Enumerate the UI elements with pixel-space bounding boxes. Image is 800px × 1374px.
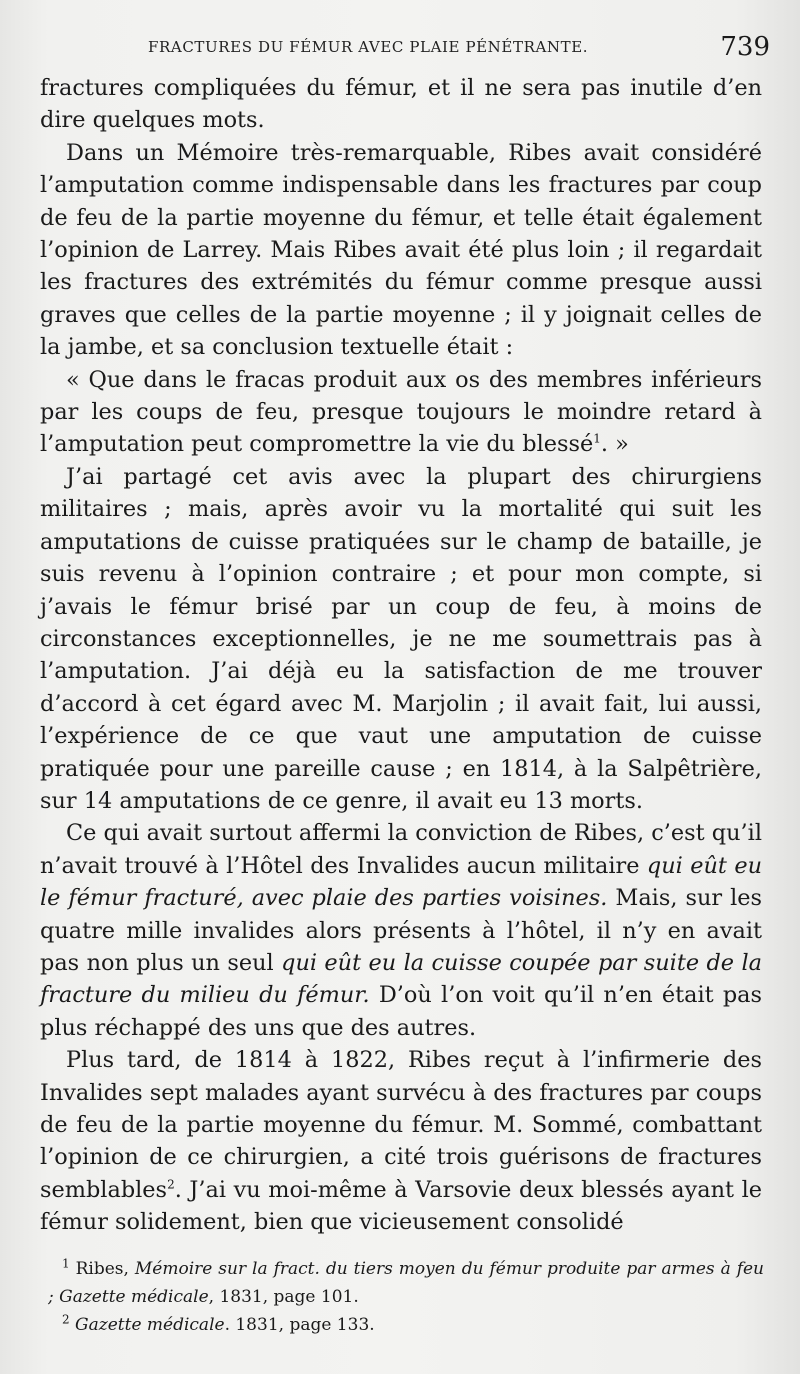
paragraph-5-part-e: D’où l’on voit qu’il n’en était pas plus réchappé des uns que des autres. [40,982,763,1041]
footnote-reference-1: 1 [593,432,601,446]
paragraph-5-italic-1: qui eût eu le fémur fracturé, avec plaie des parties voisines. [40,852,762,912]
paragraph-1: fractures compliquées du fémur, et il ne sera pas inutile d’en dire quelques mots. [40,75,762,134]
quotation-text: « Que dans le fracas produit aux os des membres inférieurs par les coups de feu, presque toujours le moindre retard à l’amputation peut compromettre la vie du blessé [40,366,762,458]
quotation-paragraph [40,364,762,461]
paragraph-5-part-a: Ce qui avait surtout affermi la conviction de Ribes, c’est qu’il n’avait trouvé à l’Hôtel des Invalides aucun militaire [40,820,762,879]
footnote-1-title: Mémoire sur la fract. du tiers moyen du fémur produite par armes à feu ; Gazette médicale [48,1259,765,1307]
footnote-reference-2: 2 [167,1177,175,1192]
footnote-1 [48,1255,764,1311]
footnote-2-title: Gazette médicale [75,1315,225,1335]
running-title: FRACTURES DU FÉMUR AVEC PLAIE PÉNÉTRANTE. [148,38,589,56]
body-text [40,72,762,1239]
quotation-end: . » [600,431,629,458]
paragraph-6-part-b: . J’ai vu moi-même à Varsovie deux blessés ayant le fémur solidement, bien que vicieusement consolidé [40,1176,762,1236]
footnotes [48,1255,764,1339]
paragraph-4: J’ai partagé cet avis avec la plupart des chirurgiens militaires ; mais, après avoir vu la mortalité qui suit les amputations de cuisse pratiquées sur le champ de bataille, je suis revenu à l’opinion contraire ; et pour mon compte, si j’avais le fémur brisé par un coup de feu, à moins de circonstances exceptionnelles, je ne me soumettrais pas à l’amputation. J’ai déjà eu la satisfaction de me trouver d’accord à cet égard avec M. Marjolin ; il avait fait, lui aussi, l’expérience de ce que vaut une amputation de cuisse pratiquée pour une pareille cause ; en 1814, à la Salpêtrière, sur 14 amputations de ce genre, il avait eu 13 morts. [40,463,762,814]
footnote-2-citation: . 1831, page 133. [224,1315,375,1335]
paragraph-5 [40,817,762,1044]
paragraph-5-italic-2: qui eût eu la cuisse coupée par suite de la fracture du milieu du fémur. [40,949,762,1009]
footnote-1-mark: 1 [62,1256,70,1271]
page-header [40,32,770,68]
footnote-2 [48,1311,764,1339]
footnote-2-mark: 2 [62,1312,70,1327]
paragraph-5-part-c: Mais, sur les quatre mille invalides alors présents à l’hôtel, il n’y en avait pas non plus un seul [40,885,762,976]
paragraph-2: Dans un Mémoire très-remarquable, Ribes avait considéré l’amputation comme indispensable dans les fractures par coup de feu de la partie moyenne du fémur, et telle était également l’opinion de Larrey. Mais Ribes avait été plus loin ; il regardait les fractures des extrémités du fémur comme presque aussi graves que celles de la partie moyenne ; il y joignait celles de la jambe, et sa conclusion textuelle était : [40,139,762,361]
footnote-1-citation: , 1831, page 101. [208,1287,359,1307]
page-number: 739 [720,32,770,62]
footnote-1-author: Ribes, [75,1259,135,1279]
paragraph-6-part-a: Plus tard, de 1814 à 1822, Ribes reçut à l’infirmerie des Invalides sept malades ayant survécu à des fractures par coups de feu de la partie moyenne du fémur. M. Sommé, combattant l’opinion de ce chirurgien, a cité trois guérisons de fractures semblables [40,1047,763,1203]
paragraph-6 [40,1044,762,1238]
